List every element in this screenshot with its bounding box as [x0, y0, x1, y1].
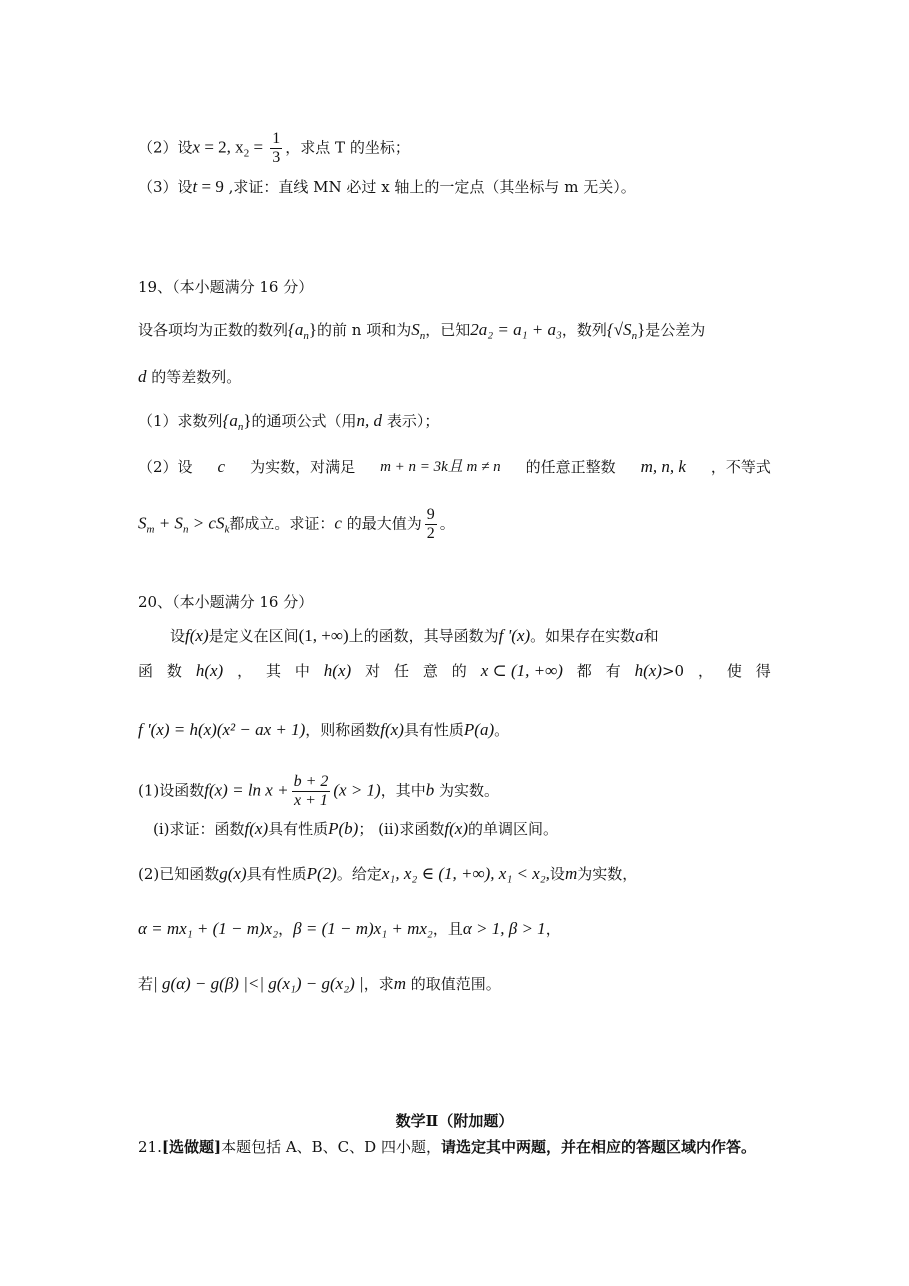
math2-title: 数学Ⅱ（附加题） — [395, 1112, 514, 1130]
q20-sub1-parts: (i)求证：函数f(x)具有性质P(b)； (ii)求函数f(x)的单调区间。 — [153, 819, 559, 838]
q20-definition-line2: 函 数 h(x) ， 其 中 h(x) 对 任 意 的 x ⊂ (1, +∞) 都 有 h(x)>0 ， 使 得 — [138, 661, 771, 680]
q20-sub2-alpha-beta: α = mx₁ + (1 − m)x₂，β = (1 − m)x₁ + mx₂，且α > 1, β > 1， — [138, 919, 561, 938]
fraction-nine-halves: $\frac{9}{2}$ — [426, 506, 435, 542]
q19-statement-line2: d 的等差数列。 — [138, 367, 242, 386]
q19-part2-inequality: $S_m + S_n > cS_k$都成立。求证：c 的最大值为 $\frac{9}{2}$ 。 — [138, 506, 455, 542]
fraction-b-plus-2-over-x-plus-1: $\frac{b + 2}{x + 1}$ — [293, 773, 329, 809]
q20-sub1: (1)设函数f(x) = ln x + $\frac{b + 2}{x + 1}$ (x > 1)，其中b 为实数。 — [138, 773, 499, 809]
q20-definition-line1: 设f(x)是定义在区间(1, +∞)上的函数，其导函数为f '(x)。如果存在实数a和 — [170, 626, 659, 645]
q19-part1: （1）求数列$\{a_n\}$的通项公式（用n, d 表示）； — [138, 411, 440, 433]
q19-header: 19、（本小题满分 16 分） — [138, 278, 314, 296]
q20-definition-line3: f '(x) = h(x)(x² − ax + 1)，则称函数f(x)具有性质P(a)。 — [138, 720, 510, 739]
q21-instruction: 21.[选做题]本题包括 A、B、C、D 四小题，请选定其中两题，并在相应的答题区域内作答。 — [138, 1138, 756, 1156]
q20-header: 20、（本小题满分 16 分） — [138, 593, 314, 611]
q19-statement-line1: 设各项均为正数的数列$\{a_n\}$的前 n 项和为$S_n$，已知2a₂ = a₁ + a₃，数列$\{√S_n\}$是公差为 — [138, 320, 706, 342]
fraction-one-third: $\frac{1}{3}$ — [272, 130, 281, 166]
q18-part3: （3）设t = 9 ,求证：直线 MN 必过 x 轴上的一定点（其坐标与 m 无关）。 — [138, 177, 636, 196]
q20-sub2: (2)已知函数g(x)具有性质P(2)。给定x₁, x₂ ∈ (1, +∞), x₁ < x₂,设m为实数， — [138, 864, 638, 883]
q18-part2: （2）设x = 2, $x_2$ = $\frac{1}{3}$ ，求点 T 的坐标； — [138, 130, 410, 166]
q20-sub2-condition: 若| g(α) − g(β) |<| g(x₁) − g(x₂) |，求m 的取值范围。 — [138, 974, 501, 993]
q19-part2: （2）设 c 为实数，对满足 m + n = 3k且 m ≠ n 的任意正整数 m, n, k ，不等式 — [138, 457, 771, 476]
